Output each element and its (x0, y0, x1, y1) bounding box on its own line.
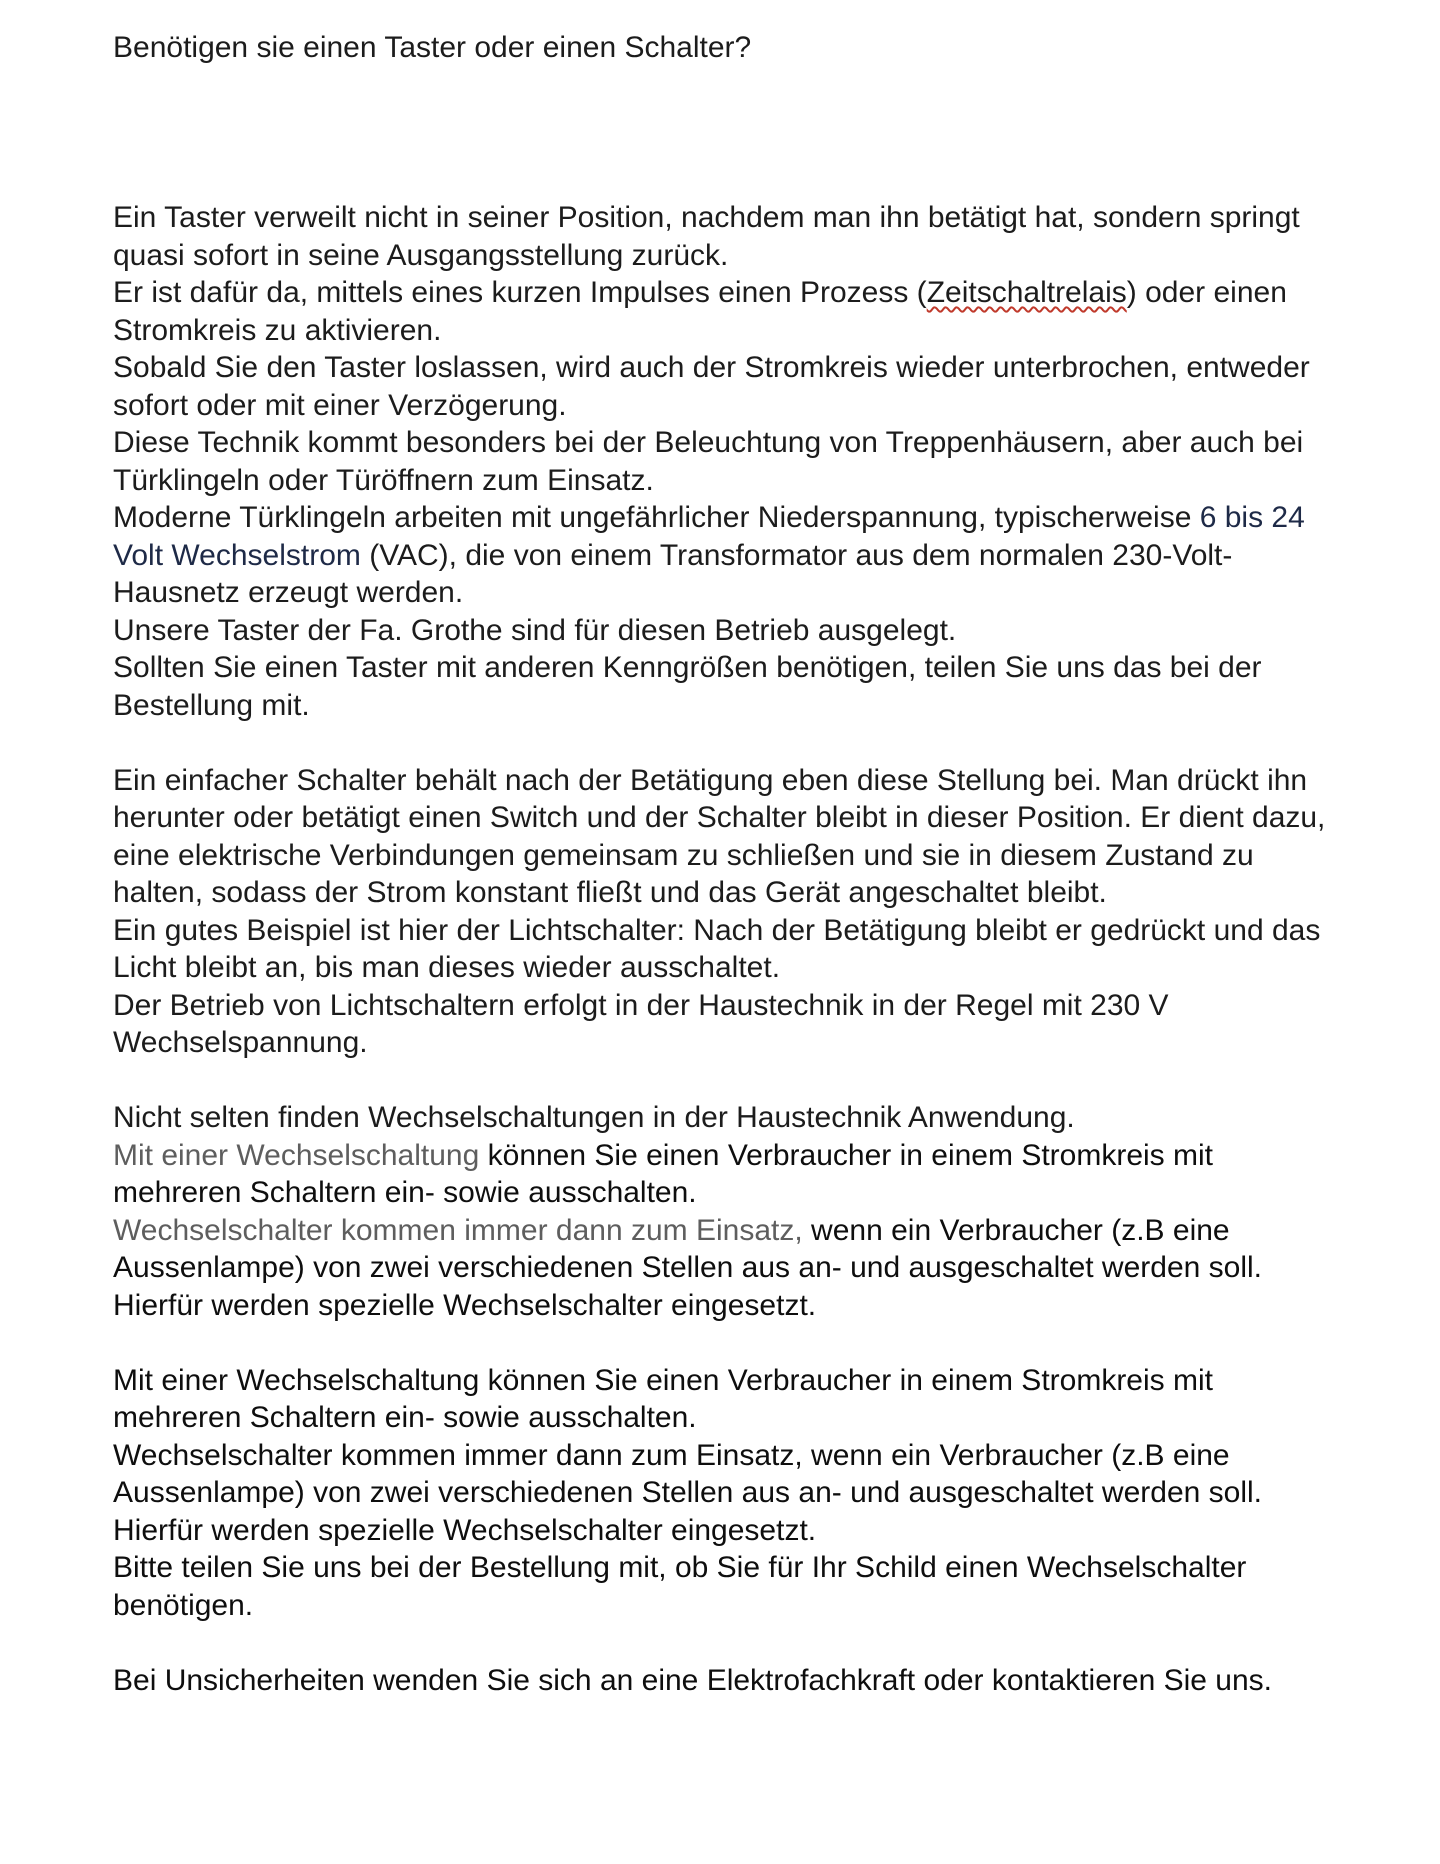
section-taster (113, 199, 1343, 724)
taster-paragraph-2-start: Er ist dafür da, mittels eines kurzen Impulses einen Prozess ( (113, 276, 927, 309)
taster-paragraph-2 (113, 274, 1343, 349)
spellcheck-flagged-word: Zeitschaltrelais (926, 276, 1127, 309)
section-schalter (113, 762, 1343, 1062)
wechsel2-paragraph-2: Wechselschalter kommen immer dann zum Einsatz, wenn ein Verbraucher (z.B eine Aussenlampe) von zwei verschiedenen Stellen aus an- und ausgeschaltet werden soll. (113, 1438, 1263, 1509)
wechsel1-paragraph-3 (113, 1212, 1343, 1287)
schalter-paragraph-2: Ein gutes Beispiel ist hier der Lichtschalter: Nach der Betätigung bleibt er gedrückt und das Licht bleibt an, bis man dieses wieder ausschaltet. (113, 913, 1321, 984)
wechsel2-paragraph-4: Bitte teilen Sie uns bei der Bestellung mit, ob Sie für Ihr Schild einen Wechselschalter benötigen. (113, 1551, 1247, 1622)
wechsel1-paragraph-3-rest: wenn ein Verbraucher (z.B eine Aussenlampe) von zwei verschiedenen Stellen aus an- und ausgeschaltet werden soll. (113, 1213, 1263, 1284)
section-wechselschaltung-2 (113, 1362, 1343, 1625)
taster-paragraph-5-start: Moderne Türklingeln arbeiten mit ungefährlicher Niederspannung, typischerweise (113, 501, 1200, 534)
schalter-paragraph-1: Ein einfacher Schalter behält nach der Betätigung eben diese Stellung bei. Man drückt ihn herunter oder betätigt einen Switch und der Schalter bleibt in dieser Position. Er dient dazu, eine elektrische Verbindungen gemeinsam zu schließen und sie in diesem Zustand zu halten, sodass der Strom konstant fließt und das Gerät angeschaltet bleibt. (113, 763, 1326, 909)
taster-paragraph-5 (113, 499, 1343, 612)
section-wechselschaltung-1 (113, 1099, 1343, 1324)
wechsel1-paragraph-4: Hierfür werden spezielle Wechselschalter eingesetzt. (113, 1288, 817, 1322)
wechsel2-paragraph-3: Hierfür werden spezielle Wechselschalter eingesetzt. (113, 1513, 817, 1547)
document-body (113, 20, 1343, 1699)
wechsel1-paragraph-2 (113, 1137, 1343, 1212)
closing-paragraph: Bei Unsicherheiten wenden Sie sich an eine Elektrofachkraft oder kontaktieren Sie uns. (113, 1663, 1272, 1697)
wechsel2-paragraph-1: Mit einer Wechselschaltung können Sie einen Verbraucher in einem Stromkreis mit mehreren Schaltern ein- sowie ausschalten. (113, 1363, 1213, 1434)
section-closing (113, 1662, 1343, 1700)
wechsel1-paragraph-2-muted: Mit einer Wechselschaltung (113, 1138, 480, 1172)
wechsel1-paragraph-2-rest: können Sie einen Verbraucher in einem Stromkreis mit mehreren Schaltern ein- sowie ausschalten. (113, 1138, 1213, 1209)
page-title: Benötigen sie einen Taster oder einen Schalter? (113, 31, 752, 64)
wechsel1-paragraph-3-muted: Wechselschalter kommen immer dann zum Einsatz, (113, 1213, 803, 1247)
taster-paragraph-2-end: ) oder einen Stromkreis zu aktivieren. (113, 276, 1287, 347)
taster-paragraph-4: Diese Technik kommt besonders bei der Beleuchtung von Treppenhäusern, aber auch bei Türklingeln oder Türöffnern zum Einsatz. (113, 426, 1304, 497)
taster-paragraph-6: Unsere Taster der Fa. Grothe sind für diesen Betrieb ausgelegt. (113, 613, 957, 647)
voltage-highlight: 6 bis 24 Volt Wechselstrom (113, 501, 1305, 572)
taster-paragraph-7: Sollten Sie einen Taster mit anderen Kenngrößen benötigen, teilen Sie uns das bei der Bestellung mit. (113, 651, 1262, 722)
taster-paragraph-1: Ein Taster verweilt nicht in seiner Position, nachdem man ihn betätigt hat, sondern springt quasi sofort in seine Ausgangsstellung zurück. (113, 201, 1300, 272)
taster-paragraph-3: Sobald Sie den Taster loslassen, wird auch der Stromkreis wieder unterbrochen, entweder sofort oder mit einer Verzögerung. (113, 351, 1310, 422)
taster-paragraph-5-end: (VAC), die von einem Transformator aus dem normalen 230-Volt-Hausnetz erzeugt werden. (113, 538, 1233, 609)
wechsel1-paragraph-1: Nicht selten finden Wechselschaltungen in der Haustechnik Anwendung. (113, 1101, 1075, 1134)
schalter-paragraph-3: Der Betrieb von Lichtschaltern erfolgt in der Haustechnik in der Regel mit 230 V Wechselspannung. (113, 988, 1169, 1059)
